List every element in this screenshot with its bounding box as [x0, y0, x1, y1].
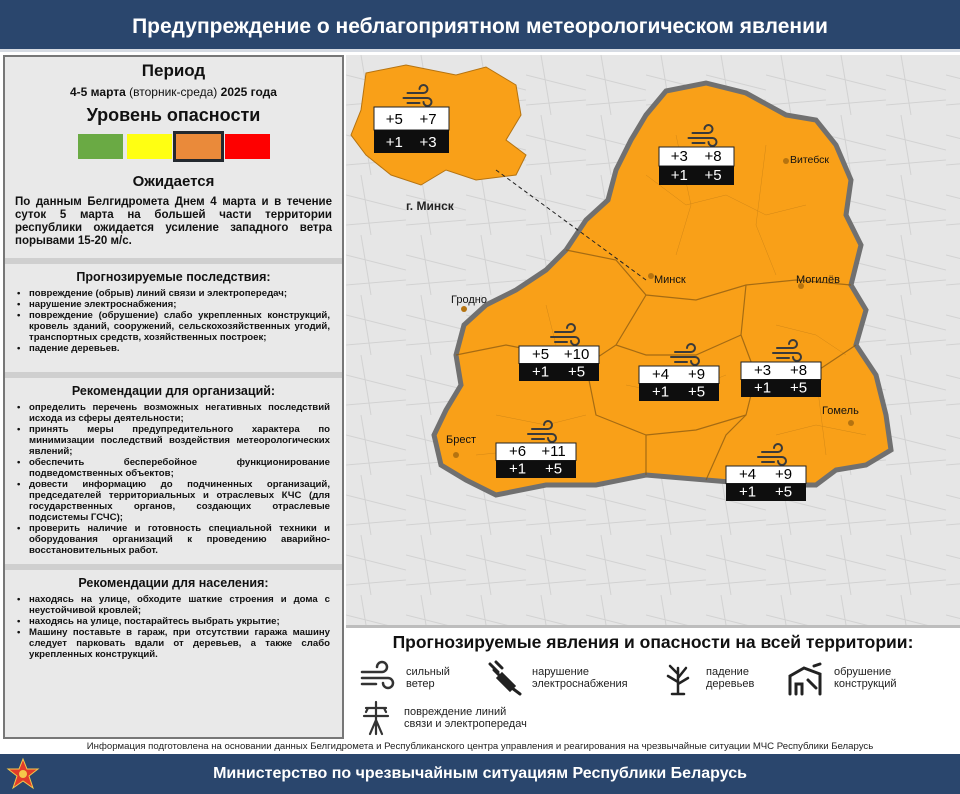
day-max-temp: +8 [790, 361, 808, 379]
legend-collapse-l2: конструкций [834, 678, 897, 690]
night-min-temp: +1 [532, 363, 550, 381]
list-item: • определить перечень возможных негативных последствий исхода из сферы деятельности; [17, 402, 330, 424]
danger-level-scale [5, 134, 342, 159]
legend-trees-label [706, 666, 754, 690]
map-svg [346, 55, 960, 625]
tree-icon [658, 660, 698, 696]
night-min-temp: +1 [385, 134, 403, 152]
day-max-temp: +9 [775, 465, 793, 483]
city-dot [783, 158, 789, 164]
day-temp-bg [726, 466, 806, 484]
footer-bar [0, 754, 960, 794]
period-title: Период [141, 61, 206, 80]
plug-icon [484, 660, 524, 696]
mchs-emblem-icon [5, 757, 41, 791]
list-item: • находясь на улице, обходите шаткие строения и дома с неустойчивой кровлей; [17, 594, 330, 616]
legend-lines-l2: связи и электропередач [404, 718, 527, 730]
night-temp-bg [741, 380, 821, 398]
left-panel [3, 55, 344, 739]
list-item: • довести информацию до подчиненных организаций, председателей территориальных и отраслевых КЧС (для государственных органов, создающих отраслевые подсистемы ГСЧС); [17, 479, 330, 523]
info-source: Информация подготовлена на основании данных Белгидромета и Республиканского центра управления и реагирования на чрезвычайные ситуации МЧС Республики Беларусь [86, 741, 874, 752]
night-temp-bg [496, 461, 576, 479]
night-max-temp: +5 [790, 379, 808, 397]
legend-power-l1: нарушение [532, 666, 589, 678]
day-min-temp: +4 [652, 365, 670, 383]
legend-title: Прогнозируемые явления и опасности на всей территории: [392, 632, 914, 652]
city-label-mogilev: Могилёв [796, 274, 840, 286]
day-min-temp: +3 [670, 148, 688, 166]
night-max-temp: +3 [419, 134, 437, 152]
night-max-temp: +5 [704, 167, 722, 185]
night-min-temp: +1 [670, 167, 688, 185]
night-max-temp: +5 [688, 383, 706, 401]
city-dot [453, 452, 459, 458]
legend-power [484, 660, 628, 696]
day-min-temp: +5 [532, 345, 550, 363]
consequences-title: Прогнозируемые последствия: [76, 270, 271, 284]
city-dot [848, 420, 854, 426]
night-min-temp: +1 [739, 483, 757, 501]
legend-panel [346, 625, 960, 739]
day-min-temp: +3 [754, 361, 772, 379]
night-temp-bg [519, 364, 599, 382]
legend-collapse-l1: обрушение [834, 666, 892, 678]
list-item: • принять меры предупредительного характера по минимизации последствий воздействия метеорологических явлений; [17, 424, 330, 457]
day-max-temp: +8 [704, 148, 722, 166]
legend-lines-label [404, 706, 527, 730]
legend-collapse-label [834, 666, 897, 690]
city-label-brest: Брест [446, 434, 476, 446]
night-max-temp: +5 [568, 363, 586, 381]
period-year-text: 2025 года [220, 85, 277, 99]
expected-text: По данным Белгидромета Днем 4 марта и в течение суток 5 марта на большей части территории республики ожидается усиление западного ветра порывами 15-20 м/с. [15, 196, 332, 247]
page-title: Предупреждение о неблагоприятном метеорологическом явлении [132, 15, 828, 38]
city-dot [461, 306, 467, 312]
section-divider [5, 372, 342, 378]
day-min-temp: +5 [385, 111, 403, 129]
level-yellow [127, 134, 172, 159]
night-min-temp: +1 [754, 379, 772, 397]
legend-trees-l2: деревьев [706, 678, 755, 690]
legend-lines-l1: повреждение линий [404, 706, 507, 718]
list-item: • Машину поставьте в гараж, при отсутствии гаража машину следует парковать вдали от деревьев, а также слабо укрепленных конструкций. [17, 627, 330, 660]
level-green [78, 134, 123, 159]
list-item: • повреждение (обрушение) слабо укрепленных конструкций, кровель зданий, сооружений, сельскохозяйственных угодий, транспортных средств, хозяйственных построек; [17, 310, 330, 343]
legend-collapse [786, 660, 897, 696]
day-temp-bg [741, 362, 821, 380]
night-min-temp: +1 [509, 460, 527, 478]
day-max-temp: +10 [563, 345, 590, 363]
power-line-icon [356, 700, 396, 736]
day-temp-bg [639, 366, 719, 384]
city-label-minsk-city: г. Минск [406, 199, 454, 213]
day-min-temp: +4 [739, 465, 757, 483]
pop-recs-title: Рекомендации для населения: [78, 576, 269, 590]
legend-wind [358, 660, 450, 696]
ministry-name: Министерство по чрезвычайным ситуациям Республики Беларусь [213, 765, 747, 782]
legend-power-l2: электроснабжения [532, 678, 628, 690]
collapse-icon [786, 660, 826, 696]
day-max-temp: +7 [419, 111, 437, 129]
header-bar [0, 0, 960, 52]
org-recs-list [17, 402, 330, 556]
period-dates-text: 4-5 марта [70, 85, 126, 99]
consequences-list [17, 288, 330, 354]
legend-wind-l2: ветер [406, 678, 435, 690]
pop-recs-list [17, 594, 330, 660]
list-item: • находясь на улице, постарайтесь выбрать укрытие; [17, 616, 330, 627]
period-days-text: (вторник-среда) [129, 85, 218, 99]
legend-power-label [532, 666, 628, 690]
wind-icon [358, 660, 398, 696]
legend-wind-label [406, 666, 450, 690]
danger-level-title: Уровень опасности [86, 105, 261, 125]
day-max-temp: +9 [688, 365, 706, 383]
list-item: • повреждение (обрыв) линий связи и электропередач; [17, 288, 330, 299]
list-item: • нарушение электроснабжения; [17, 299, 330, 310]
level-red [225, 134, 270, 159]
belarus-map [346, 55, 960, 625]
night-max-temp: +5 [545, 460, 563, 478]
city-label-gomel: Гомель [822, 405, 859, 417]
legend-trees [658, 660, 754, 696]
expected-title: Ожидается [132, 173, 215, 190]
org-recs-title: Рекомендации для организаций: [71, 384, 276, 398]
city-label-minsk: Минск [654, 274, 686, 286]
day-min-temp: +6 [509, 442, 527, 460]
night-max-temp: +5 [775, 483, 793, 501]
section-divider [5, 564, 342, 570]
list-item: • обеспечить бесперебойное функционирование подведомственных объектов; [17, 457, 330, 479]
night-temp-bg [726, 484, 806, 502]
legend-wind-l1: сильный [406, 666, 450, 678]
night-min-temp: +1 [652, 383, 670, 401]
legend-trees-l1: падение [706, 666, 749, 678]
list-item: • падение деревьев. [17, 343, 330, 354]
legend-lines [356, 700, 527, 736]
level-orange [176, 134, 221, 159]
period-dates [5, 85, 342, 99]
day-max-temp: +11 [541, 442, 566, 460]
city-label-grodno: Гродно [451, 294, 487, 306]
list-item: • проверить наличие и готовность специальной техники и оборудования организаций к проведению аварийно-восстановительных работ. [17, 523, 330, 556]
night-temp-bg [639, 384, 719, 402]
section-divider [5, 258, 342, 264]
city-label-vitebsk: Витебск [790, 154, 830, 166]
